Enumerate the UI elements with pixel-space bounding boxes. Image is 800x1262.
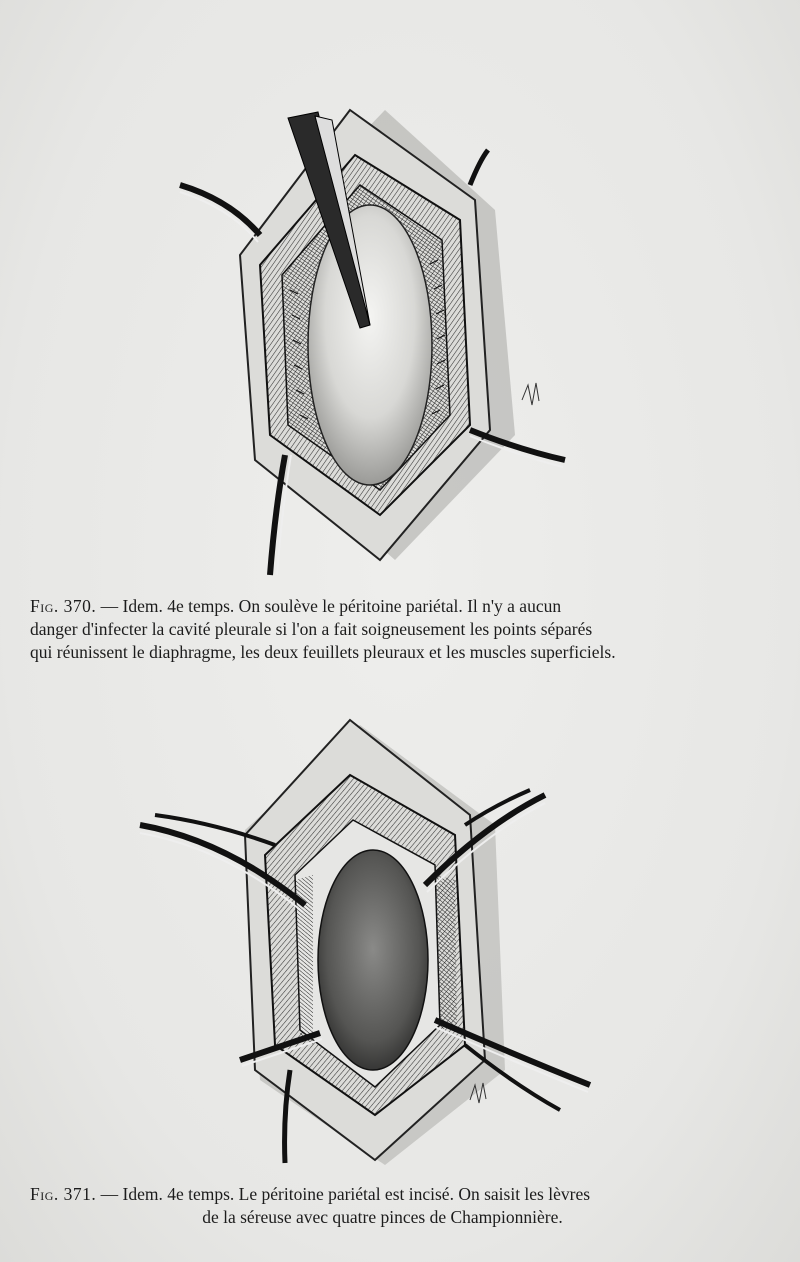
caption-line: — Idem. 4e temps. Le péritoine pariétal est incisé. On saisit les lèvres	[100, 1184, 591, 1204]
surgical-engraving-371	[135, 715, 605, 1170]
caption-line: danger d'infecter la cavité pleurale si l'on a fait soigneusement les points séparés	[30, 619, 593, 639]
caption-line: — Idem. 4e temps. On soulève le péritoine pariétal. Il n'y a aucun	[100, 596, 562, 616]
caption-line: de la séreuse avec quatre pinces de Championnière.	[202, 1207, 563, 1227]
caption-line: qui réunissent le diaphragme, les deux feuillets pleuraux et les muscles superficiels.	[30, 642, 616, 662]
figure-370-caption	[30, 595, 735, 664]
figure-label: Fig. 370.	[30, 596, 97, 616]
figure-371-illustration	[135, 715, 605, 1170]
figure-371-caption	[30, 1183, 735, 1229]
figure-370-illustration	[170, 90, 570, 580]
figure-label: Fig. 371.	[30, 1184, 97, 1204]
surgical-engraving-370	[170, 90, 570, 580]
